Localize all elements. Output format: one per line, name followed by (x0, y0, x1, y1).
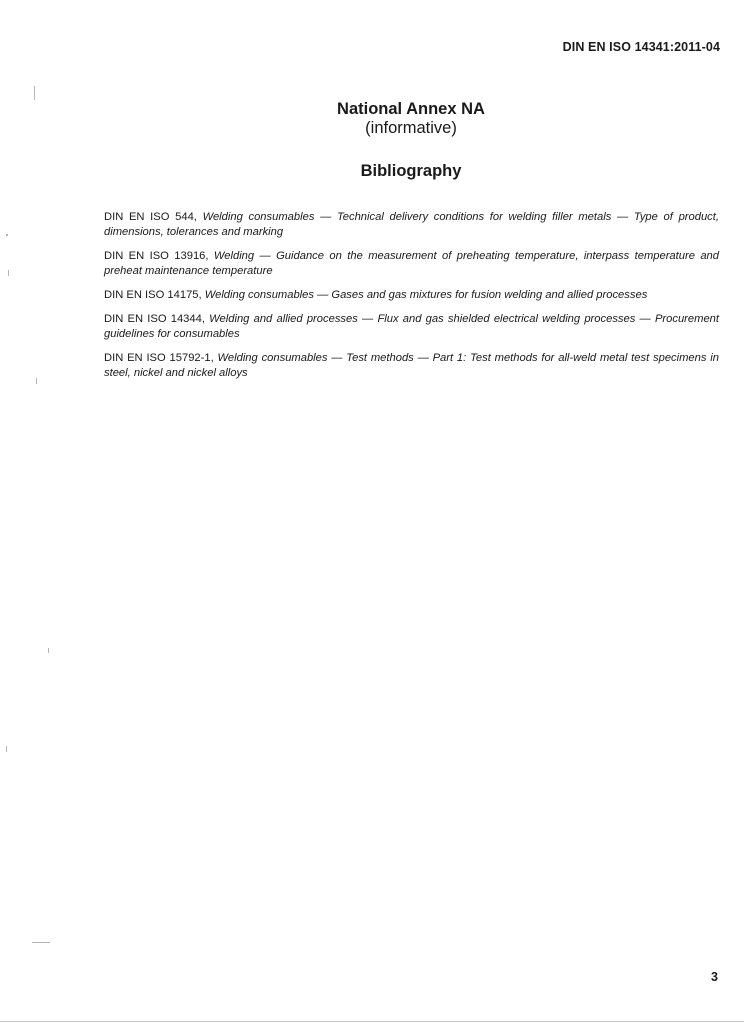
reference-designation: DIN EN ISO 14175, (104, 289, 205, 301)
reference-list (104, 210, 719, 390)
annex-title: National Annex NA (337, 100, 485, 118)
reference-item (104, 210, 719, 240)
reference-title: Welding consumables — Gases and gas mixtures for fusion welding and allied processes (204, 289, 648, 301)
bibliography-title: Bibliography (360, 162, 462, 180)
reference-title: Welding consumables — Test methods — Part 1: Test methods for all-weld metal test specimens in steel, nickel and nickel alloys (104, 352, 719, 379)
reference-designation: DIN EN ISO 15792-1, (104, 352, 218, 364)
reference-title: Welding consumables — Technical delivery conditions for welding filler metals — Type of product, dimensions, tolerances and marking (104, 211, 719, 238)
bottom-rule (0, 1021, 744, 1022)
scan-speck (6, 234, 8, 236)
reference-title: Welding and allied processes — Flux and gas shielded electrical welding processes — Procurement guidelines for consumables (104, 313, 719, 340)
reference-title: Welding — Guidance on the measurement of preheating temperature, interpass temperature and preheat maintenance temperature (104, 250, 720, 277)
scan-speck (34, 86, 35, 100)
reference-item (104, 351, 719, 381)
scan-speck (48, 648, 49, 653)
reference-item (104, 312, 719, 342)
reference-designation: DIN EN ISO 14344, (104, 313, 210, 325)
annex-subtitle: (informative) (365, 119, 457, 137)
reference-item (104, 288, 719, 303)
scan-speck (32, 942, 50, 943)
scan-speck (8, 270, 9, 276)
scan-speck (36, 378, 37, 384)
page-number: 3 (711, 970, 718, 984)
reference-designation: DIN EN ISO 544, (104, 211, 203, 223)
title-block (0, 100, 744, 181)
scan-speck (6, 746, 7, 752)
reference-item (104, 249, 719, 279)
document-id: DIN EN ISO 14341:2011-04 (562, 40, 720, 54)
reference-designation: DIN EN ISO 13916, (104, 250, 214, 262)
